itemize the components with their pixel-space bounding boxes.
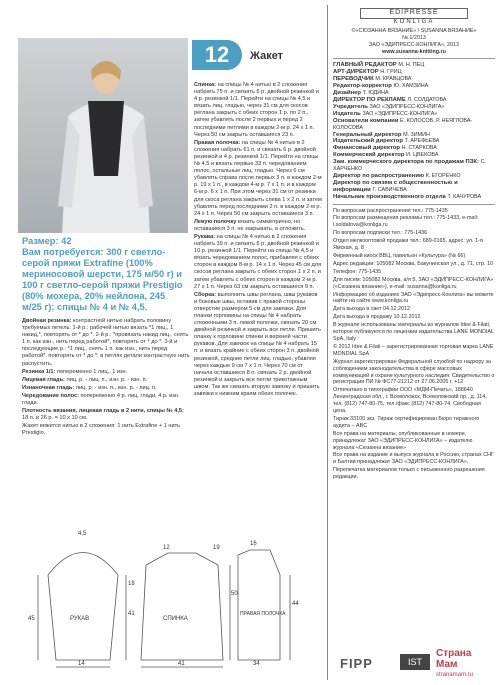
left-instruction-heading: Плотность вязания, лицевая гладь в 2 нити, спицы № 4,5:	[22, 408, 184, 415]
svg-text:14: 14	[78, 661, 85, 667]
publisher-logo: EDIPRESSE KONLIGA	[360, 8, 468, 26]
right-instruction-heading: Рукава:	[194, 233, 217, 240]
right-instruction-text: вязать симметрично, но оставшиеся 3 п. не закрывать, а отложить.	[194, 218, 306, 232]
right-instruction-text: на спицы № 4 нитью в 2 сложения набрать 61 п. и связать 6 р. двойной резинкой и 4 р. резинкой 1/1. Перейти на спицы № 4,5 и вязать первые 33 п. чередованием полос, остальные лиц. гладью. Через 6 см убавлять справа после первых 3 п. в каждом 2-м р. 19 х 1 п., в каждом 4-м р. 7 х 1 п. и в каждом 6-м р. 6 х 1 п. При этом через 31 см от резинки для скоса реглана закрыть слева 1 х 2 п. и затем убавлять перед последними 2 п. в каждом 2-м р. 24 х 1 п. Через 50 см закрыть оставшиеся 3 п.	[194, 139, 322, 217]
svg-text:41: 41	[178, 661, 185, 667]
right-instruction-heading: Левую полочку	[194, 218, 238, 225]
contact-line: Все права на материалы, опубликованные в номере, принадлежат ЗАО «ЭДИПРЕСС-КОНЛИГА» – издателю журнала «Сюзанна вязание»	[333, 430, 473, 451]
staff-row	[333, 111, 495, 118]
size-text: Размер: 42	[22, 236, 72, 246]
left-instruction-paragraph	[22, 385, 190, 392]
staff-role: Финансовый директор	[333, 145, 402, 152]
staff-row	[333, 180, 495, 194]
contact-line: Дата выхода в свет 04.12.2012	[333, 306, 410, 313]
right-instruction-paragraph	[194, 140, 322, 218]
staff-role: Основатели компании	[333, 117, 401, 124]
left-instruction-paragraph	[22, 318, 190, 368]
back-label: СПИНКА	[163, 616, 188, 622]
svg-text:4,5: 4,5	[78, 531, 87, 537]
left-instruction-paragraph	[22, 393, 190, 407]
column-divider	[327, 5, 328, 680]
contact-line: Информацию об изданиях ЗАО «Эдипресс-Конлига» вы можете найти на сайте www.konliga.ru	[333, 291, 494, 305]
staff-role: ГЛАВНЫЙ РЕДАКТОР	[333, 62, 399, 69]
svg-text:44: 44	[292, 601, 299, 607]
instructions-left-column	[22, 318, 190, 439]
right-instruction-paragraph	[194, 292, 322, 398]
staff-role: Директор по распространению	[333, 172, 426, 179]
staff-row	[333, 159, 495, 173]
staff-role: Дизайнер	[333, 90, 363, 97]
staff-name: К. ЕГОРЕНКО	[425, 172, 461, 179]
right-instruction-text: на спицы № 4 нитью в 2 сложения набрать 75 п. и связать 6 р. двойной резинкой и 4 р. резинкой 1/1. Перейти на спицы № 4,5 и вязать лиц. гладью, через 31 см для скосов реглана закрыть с обеих сторон 1 р. по 2 п., затем убавлять после 2 первых и перед 2 последними петлями в каждом 2-м р. 24 х 1 п. Через 50 см закрыть оставшиеся 23 п.	[194, 82, 319, 138]
staff-row	[333, 152, 495, 159]
staff-role: Издатель	[333, 110, 363, 117]
left-instruction-text: контрастной нитью набрать половину требуемых петель: 1-й р.: рабочей нитью вязать *1 лиц., 1 накид,*, повторять от * до *. 2-й р.: *провязать накид лиц., снять 1 п. как изн., нить перед работой*, повторять от * до *. 3-й и последующие р.: *1 лиц., снять 1 п. как изн., нить перед работой*, повторять от * до *; в петлях детали контрастную нить распустить.	[22, 318, 190, 367]
contacts-list	[333, 208, 495, 482]
staff-row	[333, 104, 495, 111]
svg-text:50: 50	[231, 591, 238, 597]
contact-line: Дата выхода в продажу 10.12.2012	[333, 314, 421, 321]
staff-role: Коммерческий директор	[333, 152, 407, 159]
contact-line: Все права на издание и выпуск журнала в Россию, странах СНГ и Балтии принадлежат ЗАО «ЭДИПРЕСС-КОНЛИГА».	[333, 452, 494, 466]
model-figure	[58, 56, 153, 233]
staff-name: Е. КОЛОСОВ, Р. НЕЯГЛОВА-КОЛОСОВА	[333, 117, 473, 131]
contact-line: Для писем: 105082 Москва, а/я 5, ЗАО «ЭДИПРЕСС-КОНЛИГА» («Сюзанна вязание»), e-mail: susanna@konliga.ru	[333, 276, 494, 290]
staff-role: ПЕРЕВОДЧИК	[333, 76, 376, 83]
contact-line: В журнале использованы материалы из журналов Idee & Filati, которое публикуется по лицензии издательства LANE MONDIAL SpA, Italy	[333, 322, 494, 342]
right-instruction-paragraph	[194, 219, 322, 233]
masthead	[333, 8, 495, 482]
left-instruction-text: попеременно 1 лиц., 1 изн.	[56, 368, 128, 375]
ist-logo: IST	[400, 654, 430, 670]
contact-line: © 2012 Idee & Filati – зарегистрированная торговая марка LANE MONDIAL SpA	[333, 343, 494, 357]
staff-role: Издательский директор	[333, 138, 405, 145]
staff-name: Г. САВИЧЕВА	[372, 186, 407, 193]
staff-role: Начальник производственного отдела	[333, 193, 448, 200]
left-instruction-heading: Изнаночная гладь:	[22, 384, 76, 391]
svg-text:41: 41	[128, 611, 135, 617]
publisher-line: ЗАО «ЭДИПРЕСС-КОНЛИГА», 2013	[368, 41, 459, 48]
staff-row	[333, 69, 495, 76]
right-instruction-text: выполнить швы реглана, швы рукавов и боковые швы, оставив с правой стороны отверстие размером 5 см для завязки. Для планки горловины на спицы № 4 набрать сложенными 3 п. левой полочки, связать 20 см двойной резинкой и закрыть все петли. Пришить планку к горловине спинки и верхней части рукавов. Для завязок на спицы № 4 набрать 15 п. и вязать крайние с обеих сторон 3 п. двойной резинкой, средние петли лиц. гладью, убавляя через каждые 9 см 7 х 1 п. Через 70 см от начала оставшиеся 8 п. связать 2 р. двойной резинкой и закрыть все петли трикотажным швом. Так же связать вторую завязку и пришить завязки к нижним краям обеих полочек.	[194, 291, 322, 398]
staff-row	[333, 97, 495, 104]
pattern-number-badge: 12	[192, 40, 242, 70]
staff-role: Зам. коммерческого директора по продажам ПЗК:	[333, 159, 481, 166]
issue-number: № 1/2013	[402, 34, 426, 41]
left-instruction-text: лиц. р. - изн. п., изн. р. - лиц. п.	[75, 384, 157, 391]
contact-line: Фирменный киоск ВВЦ, павильон «Культура» (№ 66)	[333, 253, 466, 259]
staff-name: И. ЦВЕКОВА	[406, 152, 439, 159]
contact-line: Адрес редакции: 105082 Москва, Бакунинская ул., д. 71, стр. 10	[333, 260, 494, 267]
model-photo	[18, 38, 188, 233]
staff-name: М. Н. ПЕЦ	[398, 62, 425, 69]
staff-role: ДИРЕКТОР ПО РЕКЛАМЕ	[333, 96, 408, 103]
contact-line: Отпечатано в типографии ООО «МДМ-Печать», 188640 Ленинградская обл., г. Всеволожск, Всеволожский пр., д. 114, тел. (812) 747-80-75, тел./факс (812) 747-80-74. Свободная цена.	[333, 387, 487, 415]
left-instruction-paragraph	[22, 408, 190, 422]
fipp-logo: FIPP	[340, 656, 373, 671]
svg-text:45: 45	[28, 616, 35, 622]
left-instruction-text: Жакет вяжется нитью в 2 сложения: 1 нить Extrafine + 1 нить Prestigio.	[22, 423, 181, 437]
left-instruction-heading: Двойная резинка:	[22, 318, 73, 324]
staff-role: АРТ-ДИРЕКТОР	[333, 69, 381, 76]
right-instruction-paragraph	[194, 234, 322, 291]
sleeve-label: РУКАВ	[70, 616, 90, 622]
knitting-schema	[18, 525, 318, 670]
staff-row	[333, 118, 495, 132]
staff-name: Т. АРЕФЬЕВА	[404, 138, 440, 145]
contact-line: Тираж 33100 экз. Тираж сертифицирован Бюро тиражного аудита – ABC	[333, 415, 480, 429]
staff-name: ЗАО «ЭДИПРЕСС-КОНЛИГА»	[369, 103, 445, 110]
right-instruction-heading: Спинка:	[194, 82, 218, 88]
contact-line: Телефон: 775-1435	[333, 268, 382, 275]
staff-name: Т. КАЧУРОВА	[447, 193, 482, 200]
staff-row	[333, 76, 495, 83]
staff-name: ЗАО «ЭДИПРЕСС-КОНЛИГА»	[362, 110, 438, 117]
staff-row	[333, 173, 495, 180]
right-instruction-paragraph	[194, 82, 322, 139]
staff-name: М. ЗИМИН	[403, 131, 430, 138]
left-instruction-text: лиц. р. - лиц. п., изн. р. - изн. п.	[66, 376, 148, 383]
contact-line: По вопросам подписки тел.: 775-1436	[333, 230, 428, 237]
site-link[interactable]: www.susanna-knitting.ru	[382, 48, 446, 55]
staff-row	[333, 62, 495, 69]
svg-text:34: 34	[253, 661, 260, 667]
staff-list	[333, 62, 495, 200]
staff-role: Учредитель	[333, 103, 370, 110]
staff-role: Редактор-корректор	[333, 83, 394, 90]
staff-row	[333, 194, 495, 201]
staff-name: М. КРАВЦОВА	[375, 76, 412, 83]
svg-text:16: 16	[250, 541, 257, 547]
contact-line: Отдел мелкооптовой продажи тел.: 689-0165, адрес: ул. 1-я Ямская, д. 8	[333, 238, 483, 252]
staff-name: Н. ГРИЦ	[380, 69, 402, 76]
left-instruction-paragraph	[22, 377, 190, 384]
watermark: Страна Мам stranamam.ru	[436, 648, 474, 678]
materials-text: Вам потребуется: 300 г светло-серой пряжи Extrafine (100% мериносовой шерсти, 175 м/50 г) и 100 г светло-серой пряжи Prestigio (80% мохера, 20% нейлона, 245 м/25 г); спицы № 4 и № 4,5.	[22, 247, 183, 312]
staff-row	[333, 90, 495, 97]
footer-logos	[340, 648, 495, 680]
left-instruction-text: попеременно 4 р. лиц. глади, 4 р. изн. глади.	[22, 392, 180, 407]
pattern-title: Жакет	[250, 50, 284, 62]
instructions-right-column	[194, 82, 322, 399]
front-label: ПРАВАЯ ПОЛОЧКА	[240, 611, 286, 617]
staff-name: С. ХАРЧЕНКО	[333, 159, 487, 173]
left-instruction-paragraph	[22, 423, 190, 437]
right-instruction-heading: Сборка:	[194, 291, 218, 298]
right-instruction-text: на спицы № 4 нитью в 2 сложения набрать 39 п. и связать 6 р. двойной резинкой и 10 р. резинкой 1/1. Перейти на спицы № 4,5 и вязать чередованием полос, прибавляя с обеих сторон в каждом 8-м р. 14 х 1 п. Через 45 см для скосов реглана закрыть с обеих сторон 1 х 2 п. и затем убавлять с обеих сторон в каждом 2-м р. 27 х 1 п. Через 63 см закрыть оставшиеся 9 п.	[194, 233, 322, 290]
size-materials-block	[22, 236, 187, 313]
contact-line: Перепечатка материалов только с письменного разрешения редакции.	[333, 467, 485, 481]
copyright-line: ©«СЮЗАННА ВЯЗАНИЕ» / SUSANNA ВЯЗАНИЕ»	[351, 27, 477, 34]
svg-text:12: 12	[163, 545, 170, 551]
staff-name: Т. ЮДИНА	[362, 90, 389, 97]
staff-role: Генеральный директор	[333, 131, 404, 138]
svg-text:18: 18	[128, 581, 135, 587]
staff-role: Директор по связям с общественностью и информации	[333, 179, 458, 193]
contact-line: Журнал зарегистрирован Федеральной службой по надзору за соблюдением законодательства в сфере массовых коммуникаций и охране культурного наследия. Свидетельство о регистрации ПИ № ФС77-21212 от 27.06.2005 г. +12	[333, 358, 495, 386]
contact-line: По вопросам распространения тел.: 775-1435	[333, 207, 448, 214]
left-instruction-heading: Чередование полос:	[22, 392, 81, 399]
right-instruction-heading: Правая полочка:	[194, 139, 242, 146]
svg-text:19: 19	[213, 545, 220, 551]
left-instruction-heading: Резинка 1/1:	[22, 368, 57, 375]
left-instruction-paragraph	[22, 369, 190, 376]
left-instruction-heading: Лицевая гладь:	[22, 376, 67, 383]
staff-name: Ю. ХАМЗИНА	[393, 83, 429, 90]
contact-line: По вопросам размещения рекламы тел.: 775-1433, e-mail: l.soldatova@konliga.ru	[333, 215, 479, 229]
staff-name: Н. СТАРКОВА	[401, 145, 437, 152]
staff-name: Л. СОЛДАТОВА	[407, 96, 447, 103]
left-instruction-text: 18 п. и 26 р. = 10 х 10 см.	[22, 415, 88, 422]
